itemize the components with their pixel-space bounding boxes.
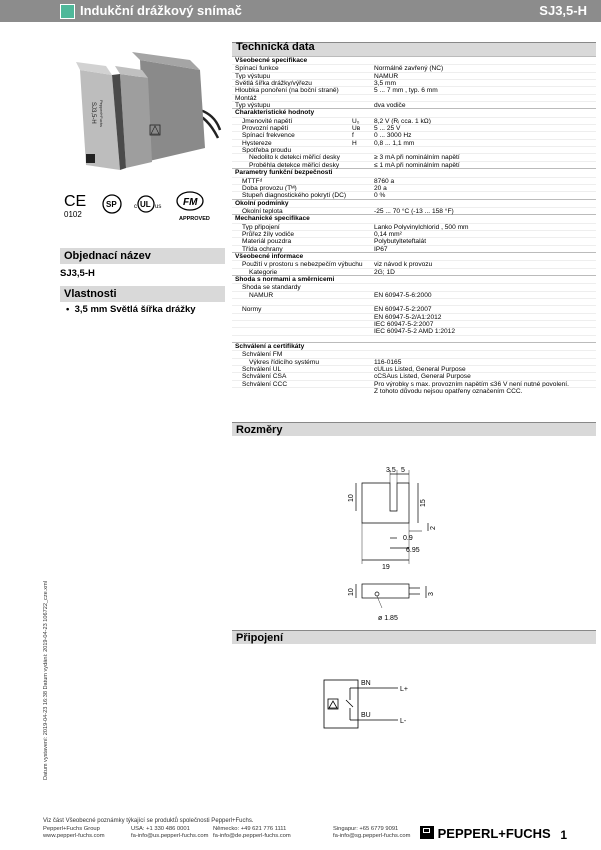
footer-email-sg[interactable]: fa-info@sg.pepperl-fuchs.com: [333, 833, 411, 840]
dim-cable-diameter: ø 1.85: [378, 615, 398, 622]
spec-row: [232, 358, 596, 365]
product-photo: [60, 30, 220, 175]
technical-data-section: [232, 42, 596, 394]
dim-2: 2: [430, 526, 437, 530]
sensor-image: [60, 30, 230, 170]
spec-row: [232, 177, 596, 184]
spec-group-header: Schválení a certifikáty: [232, 342, 596, 350]
spec-row: [232, 139, 596, 146]
spec-label: Proběhla detekce měřicí desky: [249, 161, 340, 169]
spec-value: EN 60947-5-2:2007: [374, 306, 432, 314]
spec-row: [232, 298, 596, 305]
spec-label: Okolní teplota: [242, 207, 283, 215]
spec-row: [232, 72, 596, 79]
spec-row: [232, 350, 596, 357]
wire-bn-label: BN: [361, 680, 371, 687]
dim-10: 10: [348, 494, 355, 502]
spec-label: Třída ochrany: [242, 245, 283, 253]
spec-value: Lanko Polyvinylchlorid , 500 mm: [374, 223, 469, 231]
wire-bu-label: BU: [361, 712, 371, 719]
connection-header: Připojení: [232, 630, 596, 644]
spec-label: Doba provozu (Tᴹ): [242, 184, 297, 192]
spec-value: cULus Listed, General Purpose: [374, 366, 466, 374]
spec-value: NAMUR: [374, 72, 399, 80]
brand-logo-icon: [420, 826, 434, 839]
spec-value: cCSAus Listed, General Purpose: [374, 373, 471, 381]
spec-row: [232, 268, 596, 275]
spec-label: Schválení UL: [242, 366, 282, 374]
svg-text:SJ3,5-H: SJ3,5-H: [90, 102, 96, 124]
spec-row: [232, 365, 596, 372]
fm-approved-icon: [177, 192, 210, 222]
spec-row: [232, 79, 596, 86]
spec-row: [232, 260, 596, 267]
spec-label: Provozní napětí: [242, 125, 289, 133]
spec-row: [232, 305, 596, 312]
spec-row: [232, 191, 596, 198]
spec-row: [232, 320, 596, 327]
footer-note: Viz část Všeobecné poznámky týkající se produktů společnosti Pepperl+Fuchs.: [43, 818, 254, 824]
spec-label: Spínací frekvence: [242, 132, 295, 140]
spec-row: [232, 291, 596, 298]
header-square-icon: [60, 4, 75, 19]
spec-value: Polybutylteteftalát: [374, 238, 427, 246]
spec-label: Spotřeba proudu: [242, 147, 292, 155]
spec-value: Z tohoto důvodu nejsou opatřeny označením CCC.: [374, 388, 523, 396]
spec-value: 0,14 mm²: [374, 230, 402, 238]
spec-value: IEC 60947-5-2 AMD 1:2012: [374, 328, 456, 336]
spec-label: Nedolito k detekci měřicí desky: [249, 154, 340, 162]
spec-value: 116-0165: [374, 358, 402, 366]
spec-value: viz návod k provozu: [374, 261, 433, 269]
spec-row: [232, 283, 596, 290]
spec-label: Normy: [242, 306, 262, 314]
spec-value: 5 ... 7 mm , typ. 6 mm: [374, 87, 438, 95]
spec-label: Jmenovité napětí: [242, 117, 293, 125]
page-number: 1: [560, 828, 567, 842]
spec-value: EN 60947-5-2/A1:2012: [374, 313, 442, 321]
dim-19: 19: [382, 564, 390, 571]
issue-date-text: Datum vystavení: 2019-04-23 16:38 Datum vydání: 2019-04-23 106722_cze.xml: [43, 580, 49, 780]
features-header: Vlastnosti: [60, 286, 225, 302]
spec-label: Schválení FM: [242, 351, 283, 359]
dim-3: 3: [428, 592, 435, 596]
feature-item: • 3,5 mm Světlá šířka drážky: [66, 304, 196, 315]
spec-label: Typ výstupu: [235, 102, 271, 110]
spec-value: 3,5 mm: [374, 80, 396, 88]
spec-row: [232, 245, 596, 252]
spec-row: [232, 313, 596, 320]
spec-value: Pro výrobky s max. provozním napětím ≤36 V není nutné povolení.: [374, 380, 569, 388]
dim-10-side: 10: [348, 588, 355, 596]
order-name-header: Objednací název: [60, 248, 225, 264]
spec-value: 0 ... 3000 Hz: [374, 132, 412, 140]
terminal-lminus: L-: [400, 718, 407, 725]
spec-label: Schválení CSA: [242, 373, 287, 381]
technical-data-header: Technická data: [232, 42, 596, 56]
spec-row: [232, 124, 596, 131]
spec-value: 0,8 ... 1,1 mm: [374, 139, 415, 147]
spec-group-header: Mechanické specifikace: [232, 214, 596, 222]
spec-row: [232, 94, 596, 101]
terminal-lplus: L+: [400, 686, 408, 693]
footer-email-us[interactable]: fa-info@us.pepperl-fuchs.com: [131, 833, 209, 840]
spec-value: 5 ... 25 V: [374, 125, 401, 133]
spec-symbol: f: [352, 132, 354, 140]
spec-row: [232, 86, 596, 93]
footer-email-de[interactable]: fa-info@de.pepperl-fuchs.com: [213, 833, 291, 840]
dim-6-95: 6.95: [406, 547, 420, 554]
dim-3-5: 3.5: [386, 467, 396, 474]
spec-label: Hystereze: [242, 139, 272, 147]
spec-row: [232, 146, 596, 153]
spec-row: [232, 372, 596, 379]
svg-text:UL: UL: [140, 200, 151, 209]
spec-value: -25 ... 70 °C (-13 ... 158 °F): [374, 207, 454, 215]
svg-text:us: us: [155, 204, 162, 210]
feature-text: 3,5 mm Světlá šířka drážky: [74, 304, 196, 315]
spec-row: [232, 184, 596, 191]
wiring-diagram: [232, 644, 596, 734]
spec-label: Hloubka ponoření (na boční straně): [235, 87, 339, 95]
spec-value: 20 a: [374, 184, 387, 192]
spec-value: ≤ 1 mA při nominálním napětí: [374, 161, 460, 169]
spec-row: [232, 101, 596, 108]
spec-row: [232, 230, 596, 237]
spec-value: 0 %: [374, 192, 386, 200]
spec-row: [232, 131, 596, 138]
spec-label: Stupeň diagnostického pokrytí (DC): [242, 192, 347, 200]
spec-label: Spínací funkce: [235, 65, 279, 73]
spec-group-header: Parametry funkční bezpečnosti: [232, 168, 596, 176]
csa-logo-icon: [103, 195, 121, 213]
spec-label: Materiál pouzdra: [242, 238, 292, 246]
spec-value: ≥ 3 mA při nominálním napětí: [374, 154, 460, 162]
spec-symbol: H: [352, 139, 357, 147]
model-name: SJ3,5-H: [539, 3, 587, 18]
svg-text:c: c: [134, 204, 137, 210]
spec-label: Kategorie: [249, 268, 278, 276]
ul-logo-icon: [134, 196, 161, 212]
brand-logo: PEPPERL+FUCHS: [420, 826, 551, 841]
spec-label: Světlá šířka drážky/výřezu: [235, 80, 312, 88]
svg-text:CE: CE: [64, 193, 87, 210]
spec-row: [232, 117, 596, 124]
spec-group-header: Všeobecné specifikace: [232, 56, 596, 64]
spec-label: Výkres řídicího systému: [249, 358, 319, 366]
svg-text:Pepperl+Fuchs: Pepperl+Fuchs: [99, 100, 104, 128]
spec-group-header: Shoda s normami a směrnicemi: [232, 275, 596, 283]
spec-row: [232, 207, 596, 214]
spec-label: Schválení CCC: [242, 380, 288, 388]
svg-text:SP: SP: [106, 200, 117, 209]
technical-data-table: [232, 56, 596, 394]
spec-group-header: Všeobecné informace: [232, 252, 596, 260]
dimensions-header: Rozměry: [232, 422, 596, 436]
svg-text:APPROVED: APPROVED: [179, 216, 210, 222]
spec-row: [232, 327, 596, 334]
spec-row: [232, 223, 596, 230]
spec-value: 8,2 V (Rᵢ cca. 1 kΩ): [374, 117, 431, 125]
certification-logos: [60, 186, 225, 226]
order-name-value: SJ3,5-H: [60, 268, 95, 279]
svg-text:FM: FM: [183, 197, 198, 208]
spec-label: Použití v prostoru s nebezpečím výbuchu: [242, 261, 363, 269]
spec-label: NAMUR: [249, 291, 274, 299]
spec-row: [232, 335, 596, 342]
dimensions-drawing: [232, 436, 596, 626]
spec-symbol: Uʙ: [352, 125, 361, 133]
spec-row: [232, 153, 596, 160]
dim-5: 5: [401, 467, 405, 474]
spec-value: 8760 a: [374, 177, 395, 185]
spec-row: [232, 161, 596, 168]
connection-section: [232, 630, 596, 739]
spec-value: EN 60947-5-6:2000: [374, 291, 432, 299]
dimensions-section: [232, 422, 596, 631]
spec-label: Montáž: [235, 94, 257, 102]
spec-label: Typ připojení: [242, 223, 280, 231]
spec-value: IEC 60947-5-2:2007: [374, 321, 434, 329]
spec-label: Průřez žíly vodiče: [242, 230, 295, 238]
spec-value: IP67: [374, 245, 388, 253]
document-title: Indukční drážkový snímač: [80, 3, 242, 18]
spec-label: Typ výstupu: [235, 72, 271, 80]
spec-group-header: Charakteristické hodnoty: [232, 108, 596, 116]
spec-value: dva vodiče: [374, 102, 406, 110]
spec-row: [232, 380, 596, 387]
header-bar: [0, 0, 601, 22]
spec-label: Shoda se standardy: [242, 284, 301, 292]
spec-symbol: U₀: [352, 117, 360, 125]
dim-15: 15: [420, 499, 427, 507]
dim-0-9: 0.9: [403, 535, 413, 542]
spec-row: [232, 387, 596, 394]
spec-row: [232, 237, 596, 244]
svg-text:0102: 0102: [64, 210, 82, 219]
spec-label: MTTFᵈ: [242, 177, 263, 185]
spec-value: Normálně zavřený (NC): [374, 65, 444, 73]
spec-value: 2G; 1D: [374, 268, 395, 276]
spec-row: [232, 64, 596, 71]
footer-link-web[interactable]: www.pepperl-fuchs.com: [43, 833, 105, 840]
ce-mark-icon: [64, 193, 86, 219]
spec-group-header: Okolní podmínky: [232, 199, 596, 207]
